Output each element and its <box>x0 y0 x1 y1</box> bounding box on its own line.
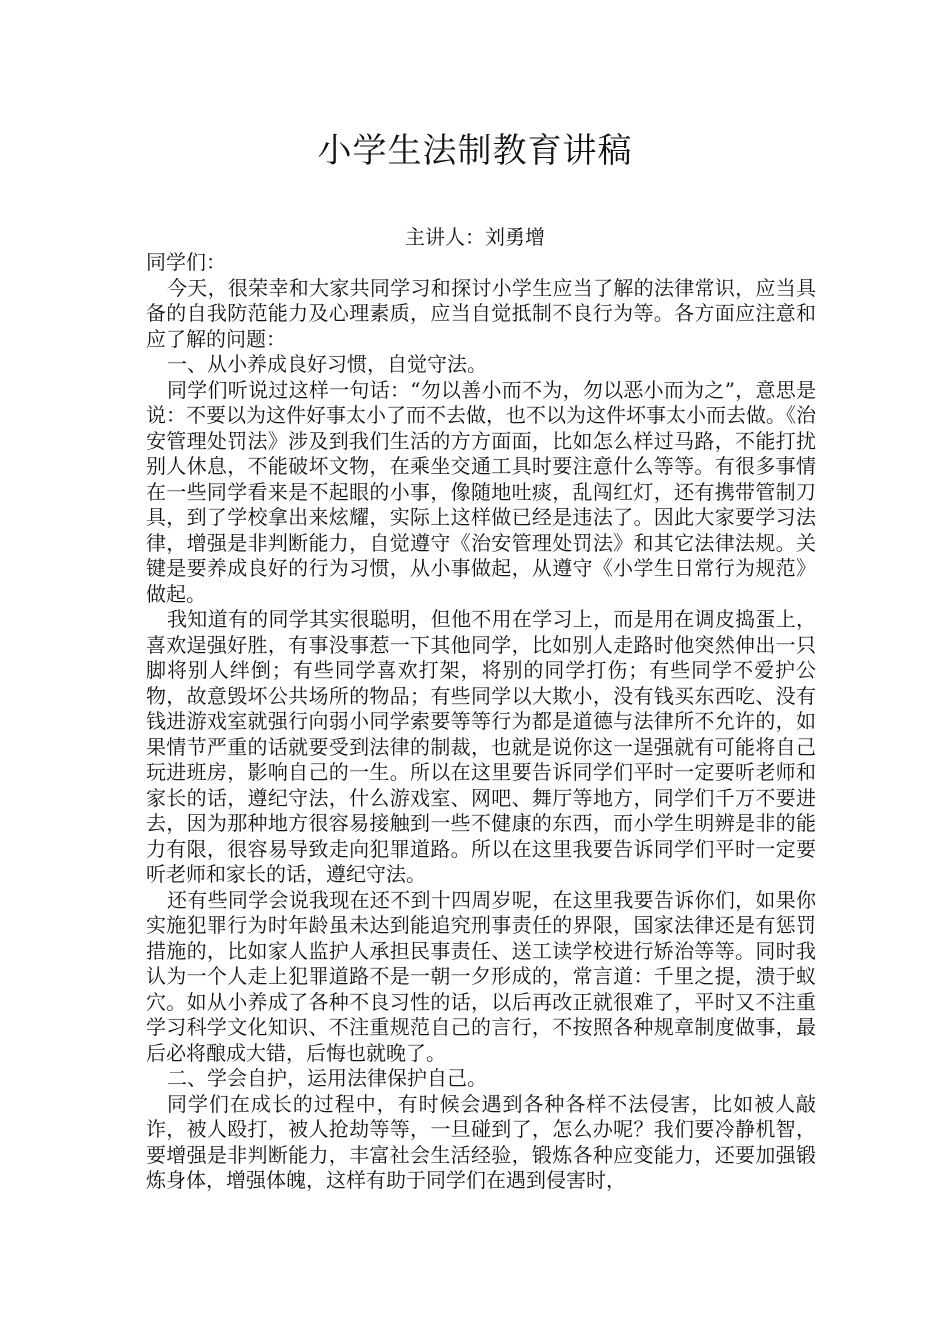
paragraph: 同学们听说过这样一句话：“勿以善小而不为，勿以恶小而为之”，意思是说：不要以为这件好事太小了而不去做，也不以为这件坏事太小而去做。《治安管理处罚法》涉及到我们生活的方方面面，比如怎么样过马路，不能打扰别人休息，不能破坏文物，在乘坐交通工具时要注意什么等等。有很多事情在一些同学看来是不起眼的小事，像随地吐痰，乱闯红灯，还有携带管制刀具，到了学校拿出来炫耀，实际上这样做已经是违法了。因此大家要学习法律，增强是非判断能力，自觉遵守《治安管理处罚法》和其它法律法规。关键是要养成良好的行为习惯，从小事做起，从遵守《小学生日常行为规范》做起。 <box>146 377 816 606</box>
paragraph-intro: 今天，很荣幸和大家共同学习和探讨小学生应当了解的法律常识，应当具备的自我防范能力及心理素质，应当自觉抵制不良行为等。各方面应注意和应了解的问题： <box>146 275 816 351</box>
speaker-line: 主讲人：刘勇增 <box>405 225 545 249</box>
section-heading-1: 一、从小养成良好习惯，自觉守法。 <box>167 352 487 376</box>
document-title: 小学生法制教育讲稿 <box>317 131 633 171</box>
paragraph: 我知道有的同学其实很聪明，但他不用在学习上，而是用在调皮捣蛋上，喜欢逞强好胜，有事没事惹一下其他同学，比如别人走路时他突然伸出一只脚将别人绊倒；有些同学喜欢打架，将别的同学打伤；有些同学不爱护公物，故意毁坏公共场所的物品；有些同学以大欺小，没有钱买东西吃、没有钱进游戏室就强行向弱小同学索要等等行为都是道德与法律所不允许的，如果情节严重的话就要受到法律的制裁，也就是说你这一逞强就有可能将自己玩进班房，影响自己的一生。所以在这里要告诉同学们平时一定要听老师和家长的话，遵纪守法，什么游戏室、网吧、舞厅等地方，同学们千万不要进去，因为那种地方很容易接触到一些不健康的东西，而小学生明辨是非的能力有限，很容易导致走向犯罪道路。所以在这里我要告诉同学们平时一定要听老师和家长的话，遵纪守法。 <box>146 607 816 886</box>
paragraph: 同学们在成长的过程中，有时候会遇到各种各样不法侵害，比如被人敲诈，被人殴打，被人抢劫等等，一旦碰到了，怎么办呢？我们要冷静机智，要增强是非判断能力，丰富社会生活经验，锻炼各种应变能力，还要加强锻炼身体，增强体魄，这样有助于同学们在遇到侵害时， <box>146 1091 816 1192</box>
greeting: 同学们： <box>146 250 226 274</box>
document-body <box>146 250 816 1194</box>
paragraph: 还有些同学会说我现在还不到十四周岁呢，在这里我要告诉你们，如果你实施犯罪行为时年龄虽未达到能追究刑事责任的界限，国家法律还是有惩罚措施的，比如家人监护人承担民事责任、送工读学校进行矫治等等。同时我认为一个人走上犯罪道路不是一朝一夕形成的，常言道：千里之提，溃于蚁穴。如从小养成了各种不良习性的话，以后再改正就很难了，平时又不注重学习科学文化知识、不注重规范自己的言行，不按照各种规章制度做事，最后必将酿成大错，后悔也就晚了。 <box>146 887 816 1065</box>
section-heading-2: 二、学会自护，运用法律保护自己。 <box>167 1066 487 1090</box>
